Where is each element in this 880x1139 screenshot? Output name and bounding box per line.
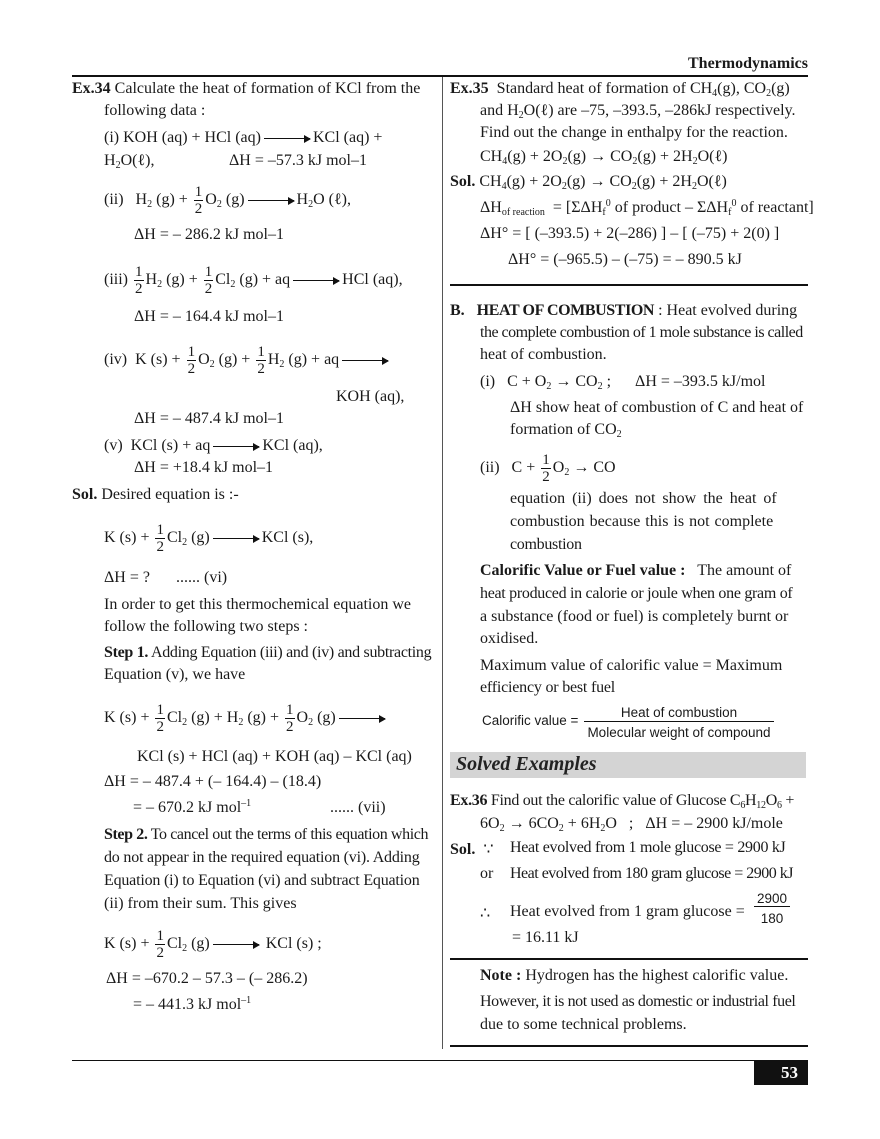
formula-denominator: Molecular weight of compound [587,725,771,740]
formula-numerator: Heat of combustion [584,705,774,722]
eq-iii: (iii) $\frac{1}{2}$ $H_2$ (g) + $\frac{1}{2}$ $Cl_2$ (g) + aq HCl (aq), [104,264,403,297]
eq-step1: K (s) + $\frac{1}{2}$ $Cl_2$ $(g) + H_2$ (g) + $\frac{1}{2}$ $O_2$ (g) [104,702,388,735]
ex34-label: Ex.34 [72,80,111,97]
section-rule [450,1045,808,1047]
eq-v: (v) KCl (s) + aq KCl (aq), [104,437,323,454]
arrow-icon [213,446,259,447]
ex36-question: Ex.36 Find out the calorific value of Glucose $C_6H_{12}O_6$ + [450,792,795,811]
arrow-icon [264,138,310,139]
header-rule [72,75,808,77]
eq-desired: K (s) + $\frac{1}{2}$ $Cl_2$ (g) KCl (s), [104,522,314,555]
solved-examples-banner: Solved Examples [450,752,806,778]
ex34-question: Ex.34 Calculate the heat of formation of KCl from the [72,80,421,97]
section-rule [450,284,808,286]
arrow-icon [213,538,259,539]
arrow-icon [213,944,259,945]
footer-rule [72,1060,808,1061]
running-header: Thermodynamics [688,55,808,72]
eq-final: K (s) + $\frac{1}{2}$ $Cl_2$ (g) KCl (s) ; [104,928,322,961]
column-divider [442,77,443,1049]
heat-of-combustion-heading: B. HEAT OF COMBUSTION : Heat evolved during [450,302,798,319]
formula-lhs: Calorific value = [482,713,579,728]
note: Note : Hydrogen has the highest calorific value. [480,967,789,984]
arrow-icon [339,718,385,719]
eq-i: (i) KOH (aq) + HCl (aq) KCl (aq) + [104,129,383,146]
arrow-icon [293,280,339,281]
ex35-question: Ex.35 Standard heat of formation of $CH_4(g)$, $CO_2(g)$ [450,80,790,99]
eq-iv: (iv) K (s) + $\frac{1}{2}$ $O_2$ (g) + $\frac{1}{2}$ $H_2$ (g) + aq [104,344,391,377]
sol-34: Sol. Desired equation is :- [72,486,239,503]
eq-ii: (ii) $H_2$ (g) + $\frac{1}{2}$ $O_2$ (g) $H_2O$ (ℓ), [104,184,351,217]
section-rule [450,958,808,960]
page-number: 53 [754,1061,808,1085]
arrow-icon [342,360,388,361]
arrow-icon [248,200,294,201]
